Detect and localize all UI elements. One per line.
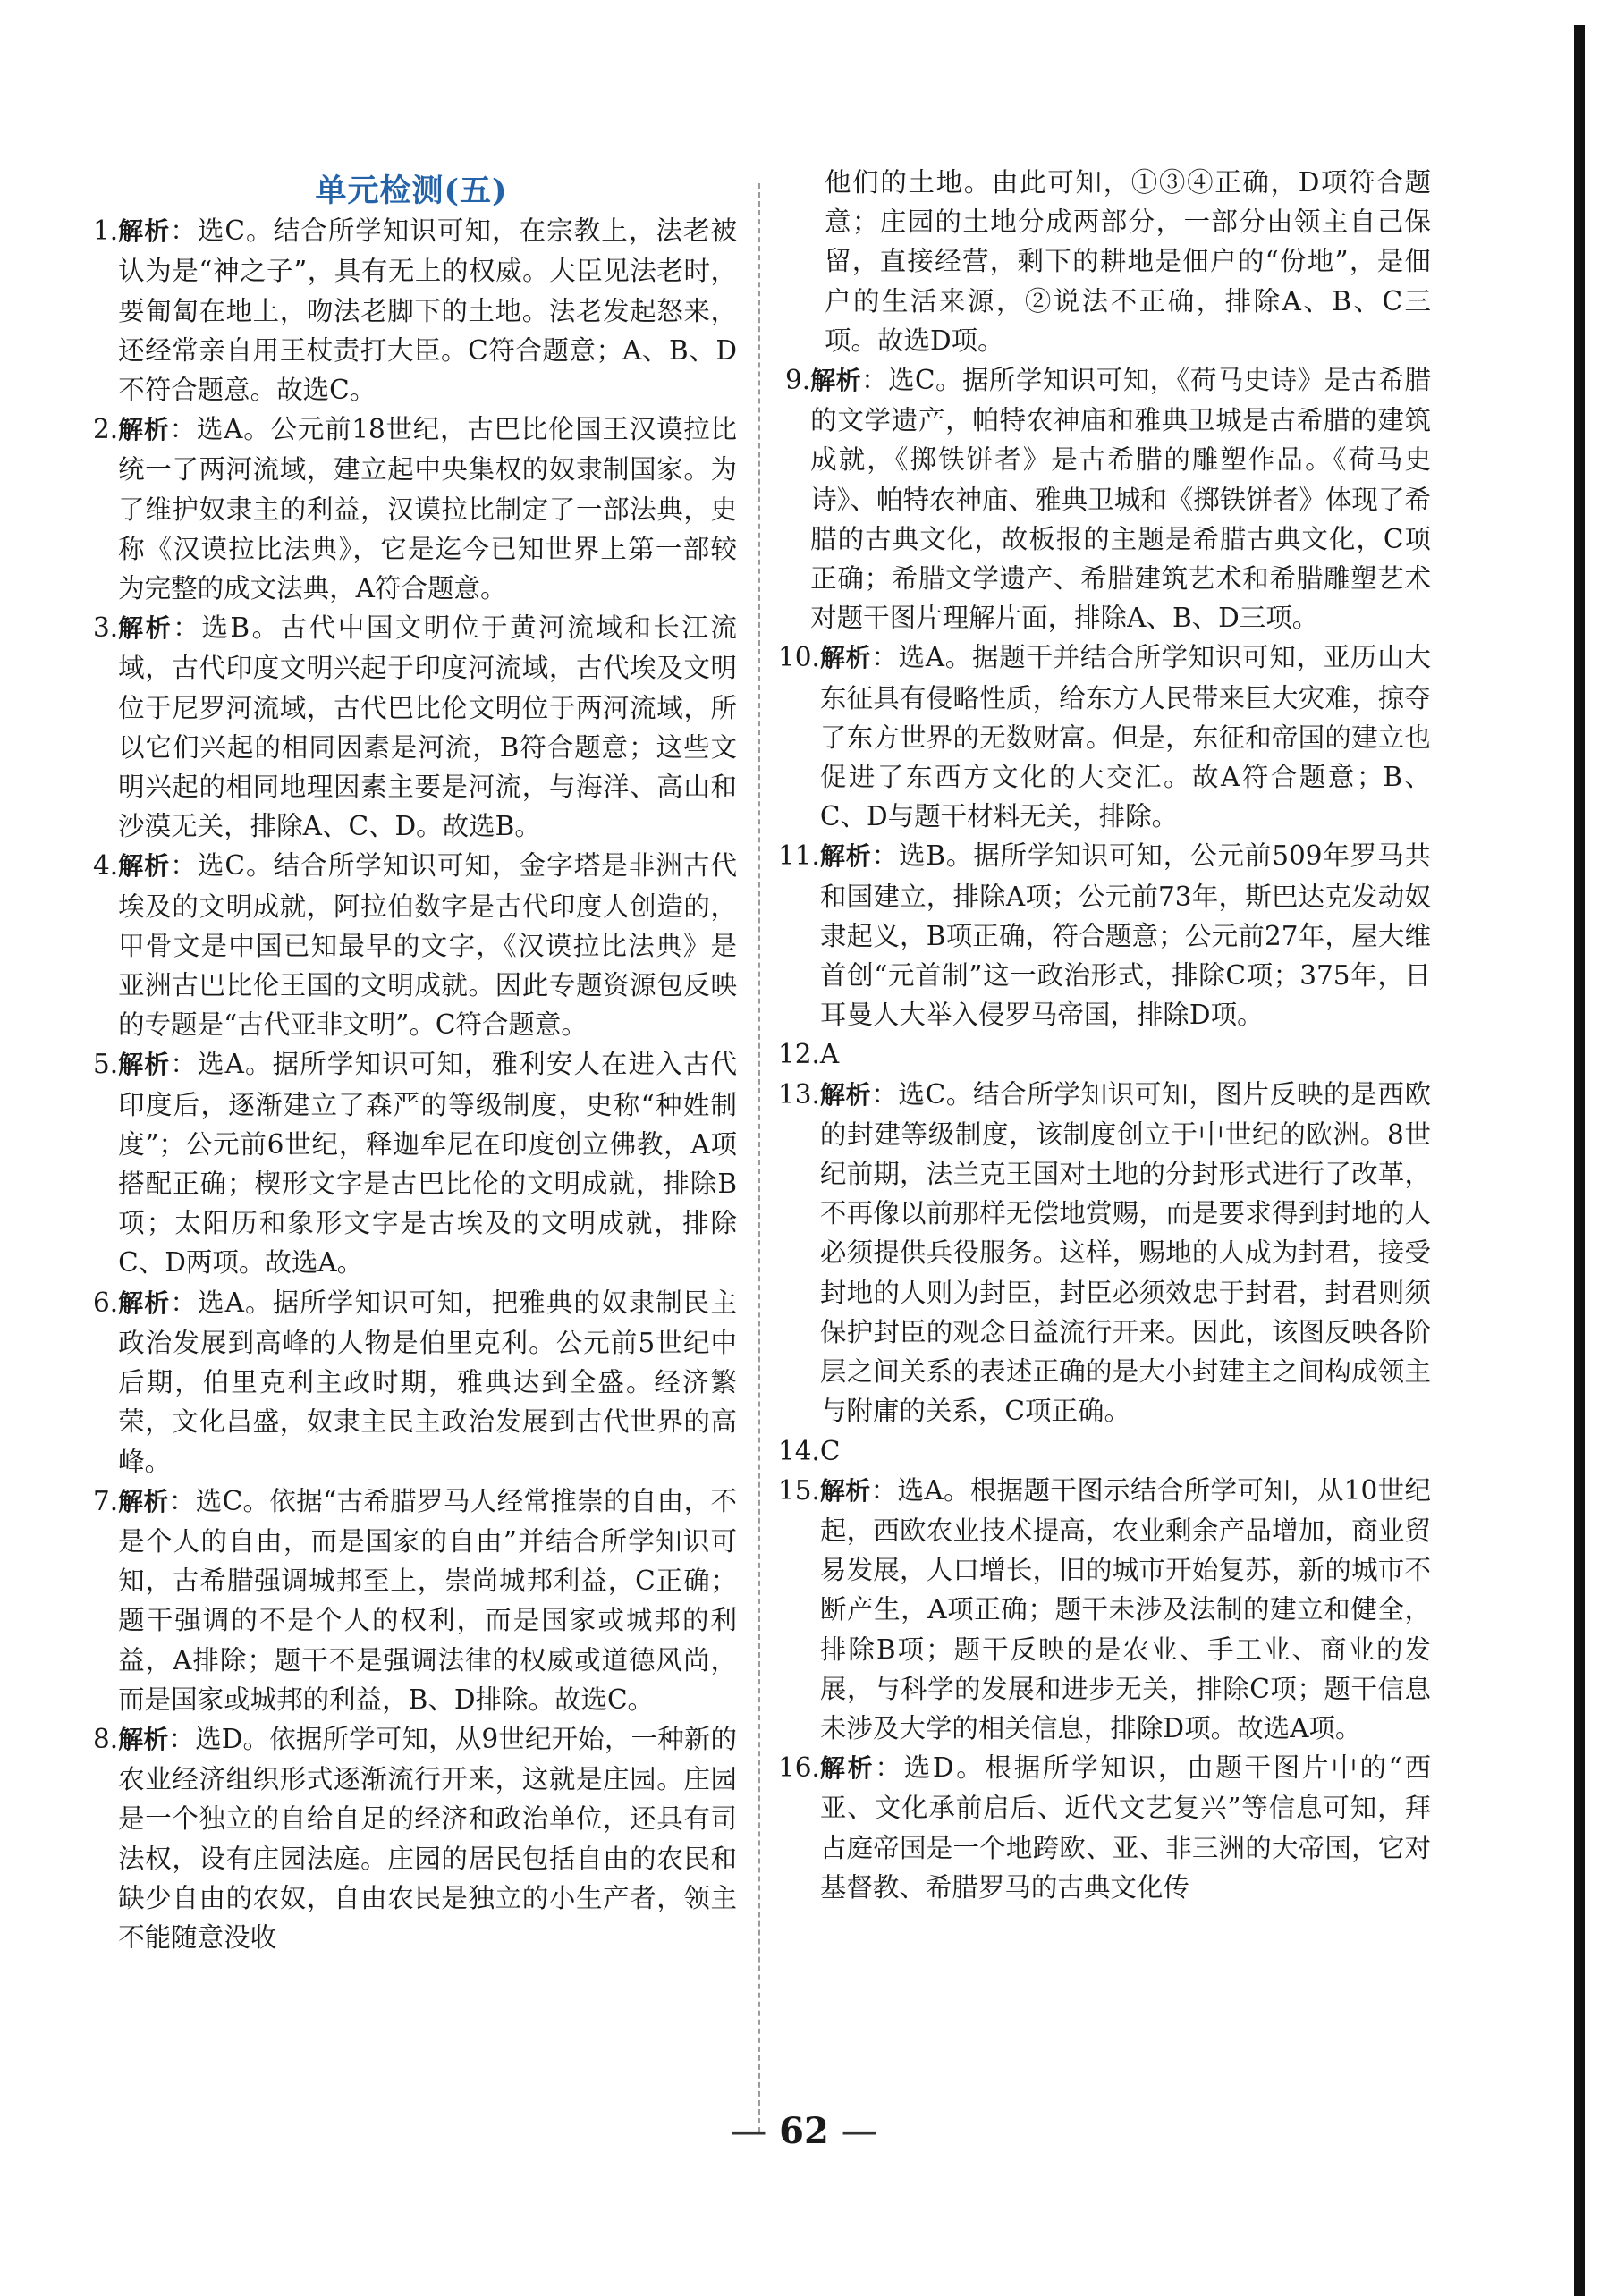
left-column: [86, 163, 737, 1957]
item-number: 9.: [785, 365, 811, 396]
item-number: 4.: [93, 850, 119, 882]
item-text: ：选A。公元前18世纪，古巴比伦国王汉谟拉比统一了两河流域，建立起中央集权的奴隶制国家。为了维护奴隶主的利益，汉谟拉比制定了一部法典，史称《汉谟拉比法典》，它是迄今已知世界上第一部较为完整的成文法典，A符合题意。: [118, 414, 737, 604]
answer-item-15: [778, 1471, 1431, 1748]
item-text: ：选A。据所学知识可知，把雅典的奴隶制民主政治发展到高峰的人物是伯里克利。公元前5世纪中后期，伯里克利主政时期，雅典达到全盛。经济繁荣，文化昌盛，奴隶主民主政治发展到古代世界的高峰。: [118, 1287, 737, 1477]
item-text: ：选C。据所学知识可知，《荷马史诗》是古希腊的文学遗产，帕特农神庙和雅典卫城是古希腊的建筑成就，《掷铁饼者》是古希腊的雕塑作品。《荷马史诗》、帕特农神庙、雅典卫城和《掷铁饼者》体现了希腊的古典文化，故板报的主题是希腊古典文化，C项正确；希腊文学遗产、希腊建筑艺术和希腊雕塑艺术对题干图片理解片面，排除A、B、D三项。: [810, 365, 1431, 634]
item-text: ：选D。根据所学知识，由题干图片中的“西亚、文化承前启后、近代文艺复兴”等信息可知，拜占庭帝国是一个地跨欧、亚、非三洲的大帝国，它对基督教、希腊罗马的古典文化传: [819, 1752, 1431, 1903]
item-number: 11.: [778, 840, 820, 872]
page-number-left-dash: —: [731, 2111, 767, 2152]
answer-item-2: [86, 409, 737, 608]
answer-item-10: [778, 637, 1431, 836]
item-number: 6.: [93, 1287, 119, 1318]
item-number: 3.: [93, 612, 119, 644]
item-text: A: [819, 1039, 840, 1070]
answer-item-3: [86, 608, 737, 846]
item-text: ：选C。结合所学知识可知，在宗教上，法老被认为是“神之子”，具有无上的权威。大臣见法老时，要匍匐在地上，吻法老脚下的土地。法老发起怒来，还经常亲自用王杖责打大臣。C符合题意；A、B、D不符合题意。故选C。: [118, 215, 737, 406]
answer-item-6: [86, 1283, 737, 1481]
item-text: ：选A。据题干并结合所学知识可知，亚历山大东征具有侵略性质，给东方人民带来巨大灾难，掠夺了东方世界的无数财富。但是，东征和帝国的建立也促进了东西方文化的大交汇。故A符合题意；B、C、D与题干材料无关，排除。: [819, 642, 1431, 832]
item-number: 13.: [778, 1078, 820, 1110]
analysis-label: 解析: [118, 1287, 171, 1318]
answer-item-5: [86, 1044, 737, 1282]
item-text: C: [819, 1435, 841, 1466]
answer-item-8-continued: 他们的土地。由此可知，①③④正确，D项符合题意；庄园的土地分成两部分，一部分由领主自己保留，直接经营，剩下的耕地是佃户的“份地”，是佃户的生活来源，②说法不正确，排除A、B、C三项。故选D项。: [825, 167, 1431, 356]
answer-item-4: [86, 846, 737, 1044]
analysis-label: 解析: [118, 1724, 169, 1754]
page-number: [0, 2110, 1608, 2152]
item-text: ：选B。古代中国文明位于黄河流域和长江流域，古代印度文明兴起于印度河流域，古代埃及文明位于尼罗河流域，古代巴比伦文明位于两河流域，所以它们兴起的相同因素是河流，B符合题意；这些文明兴起的相同地理因素主要是河流，与海洋、高山和沙漠无关，排除A、C、D。故选B。: [118, 612, 737, 842]
item-number: 10.: [778, 642, 820, 673]
item-text: ：选C。依据“古希腊罗马人经常推崇的自由，不是个人的自由，而是国家的自由”并结合所学知识可知，古希腊强调城邦至上，崇尚城邦利益，C正确；题干强调的不是个人的权利，而是国家或城邦的利益，A排除；题干不是强调法律的权威或道德风尚，而是国家或城邦的利益，B、D排除。故选C。: [118, 1485, 737, 1715]
item-number: 5.: [93, 1049, 119, 1080]
item-number: 7.: [93, 1485, 119, 1516]
item-text: ：选D。依据所学可知，从9世纪开始，一种新的农业经济组织形式逐渐流行开来，这就是庄园。庄园是一个独立的自给自足的经济和政治单位，还具有司法权，设有庄园法庭。庄园的居民包括自由的农民和缺少自由的农奴，自由农民是独立的小生产者，领主不能随意没收: [118, 1723, 737, 1953]
analysis-label: 解析: [118, 1486, 169, 1516]
answer-item-1: [86, 211, 737, 409]
answer-item-8: [86, 1719, 737, 1957]
answer-item-9: [778, 360, 1431, 637]
item-number: 8.: [93, 1723, 119, 1754]
page-edge-shadow: [1574, 25, 1585, 2296]
page-number-right-dash: —: [841, 2111, 877, 2152]
section-title: 单元检测(五): [315, 173, 508, 209]
analysis-label: 解析: [819, 1475, 871, 1506]
item-text: ：选A。根据题干图示结合所学可知，从10世纪起，西欧农业技术提高，农业剩余产品增加，商业贸易发展，人口增长，旧的城市开始复苏，新的城市不断产生，A项正确；题干未涉及法制的建立和健全，排除B项；题干反映的是农业、手工业、商业的发展，与科学的发展和进步无关，排除C项；题干信息未涉及大学的相关信息，排除D项。故选A项。: [819, 1474, 1431, 1743]
item-text: ：选B。据所学知识可知，公元前509年罗马共和国建立，排除A项；公元前73年，斯巴达克发动奴隶起义，B项正确，符合题意；公元前27年，屋大维首创“元首制”这一政治形式，排除C项；375年，日耳曼人大举入侵罗马帝国，排除D项。: [819, 840, 1431, 1031]
item-text: ：选A。据所学知识可知，雅利安人在进入古代印度后，逐渐建立了森严的等级制度，史称“种姓制度”；公元前6世纪，释迦牟尼在印度创立佛教，A项搭配正确；楔形文字是古巴比伦的文明成就，排除B项；太阳历和象形文字是古埃及的文明成就，排除C、D两项。故选A。: [118, 1049, 737, 1279]
item-number: 14.: [778, 1435, 820, 1466]
answer-item-16: [778, 1748, 1431, 1907]
analysis-label: 解析: [819, 1753, 876, 1784]
answer-item-13: [778, 1075, 1431, 1431]
item-number: 2.: [93, 414, 119, 445]
column-divider: [758, 183, 760, 2132]
item-number: 1.: [93, 215, 119, 247]
item-number: 16.: [778, 1752, 820, 1784]
item-text: ：选C。结合所学知识可知，图片反映的是西欧的封建等级制度，该制度创立于中世纪的欧洲。8世纪前期，法兰克王国对土地的分封形式进行了改革，不再像以前那样无偿地赏赐，而是要求得到封地的人必须提供兵役服务。这样，赐地的人成为封君，接受封地的人则为封臣，封臣必须效忠于封君，封君则须保护封臣的观念日益流行开来。因此，该图反映各阶层之间关系的表述正确的是大小封建主之间构成领主与附庸的关系，C项正确。: [819, 1078, 1431, 1427]
analysis-label: 解析: [118, 851, 171, 882]
answer-item-14: [778, 1431, 1431, 1471]
analysis-label: 解析: [118, 613, 173, 644]
analysis-label: 解析: [118, 1050, 171, 1080]
answer-item-7: [86, 1481, 737, 1719]
analysis-label: 解析: [118, 216, 171, 247]
answer-item-11: [778, 836, 1431, 1034]
analysis-label: 解析: [810, 366, 862, 396]
analysis-label: 解析: [819, 841, 872, 872]
right-column: [778, 163, 1431, 1907]
analysis-label: 解析: [819, 1079, 872, 1110]
item-text: ：选C。结合所学知识可知，金字塔是非洲古代埃及的文明成就，阿拉伯数字是古代印度人创造的，甲骨文是中国已知最早的文字，《汉谟拉比法典》是亚洲古巴比伦王国的文明成就。因此专题资源包反映的专题是“古代亚非文明”。C符合题意。: [118, 850, 737, 1041]
answer-item-12: [778, 1034, 1431, 1074]
analysis-label: 解析: [819, 643, 872, 673]
item-number: 12.: [778, 1039, 820, 1070]
analysis-label: 解析: [118, 415, 170, 445]
item-number: 15.: [778, 1474, 820, 1506]
page-number-value: 62: [779, 2110, 829, 2152]
